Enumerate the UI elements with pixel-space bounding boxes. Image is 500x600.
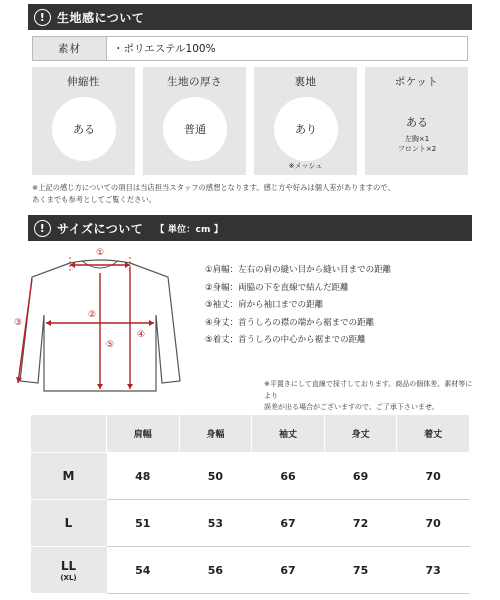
card-detail: フロント×2 [397,145,437,153]
column-header: 肩幅 [107,415,180,453]
card-lining [254,67,357,175]
size-table-corner [31,415,107,453]
size-table [30,414,470,594]
table-cell: 67 [252,500,325,547]
card-value-circle [379,99,455,169]
card-value-circle [163,97,227,161]
texture-section-header [28,4,472,30]
card-detail: 左胸×1 [404,135,430,143]
card-value-circle [52,97,116,161]
table-cell: 72 [324,500,397,547]
table-cell: 53 [179,500,252,547]
size-note [264,379,474,414]
card-title: ポケット [394,76,439,88]
column-header: 着丈 [397,415,470,453]
column-header: 身幅 [179,415,252,453]
table-row [31,453,470,500]
table-cell: 51 [107,500,180,547]
card-value: 普通 [184,123,206,136]
card-thickness [143,67,246,175]
table-cell: 70 [397,500,470,547]
card-value-circle [274,97,338,161]
texture-note-line: ※上記の感じ方についての項目は当店担当スタッフの感想となります。感じ方や好みは個人差がありますので、 [32,183,395,192]
card-value: ある [73,123,95,136]
material-row [32,36,468,61]
size-note-line: 誤差が出る場合がございますので、ご了承下さいませ。 [264,403,439,411]
table-cell: 66 [252,453,325,500]
card-note: ※メッシュ [288,162,323,170]
size-label [31,547,107,594]
texture-note-line: あくまでも参考としてご覧ください。 [32,195,157,204]
table-cell: 67 [252,547,325,594]
shirt-measurement-diagram [10,245,200,395]
marker-5: ⑤ [105,340,115,350]
column-header: 身丈 [324,415,397,453]
table-cell: 73 [397,547,470,594]
size-note-line: ※平置きにして直線で採寸しております。商品の個体差、素材等により [264,380,473,400]
card-title: 生地の厚さ [167,76,222,88]
texture-note [32,182,472,206]
measure-item: ①肩幅：左右の肩の縫い目から縫い目までの距離 [205,265,392,275]
table-cell: 70 [397,453,470,500]
marker-3: ③ [13,318,23,328]
card-title: 裏地 [294,76,317,88]
texture-section-title: 生地感について [57,10,145,25]
table-row [31,500,470,547]
marker-2: ② [87,310,97,320]
card-pocket [365,67,468,175]
exclamation-icon: ! [34,220,51,237]
table-cell: 69 [324,453,397,500]
measure-item: ④身丈：首うしろの襟の端から裾までの距離 [205,317,375,328]
card-title: 伸縮性 [67,76,100,88]
size-section-title: サイズについて [57,221,144,236]
table-cell: 56 [179,547,252,594]
exclamation-icon: ! [34,9,51,26]
table-cell: 50 [179,453,252,500]
size-label [31,500,107,547]
material-label: 素材 [33,37,107,60]
card-stretch [32,67,135,175]
table-cell: 48 [107,453,180,500]
column-header: 袖丈 [252,415,325,453]
size-alias: (XL) [60,573,77,582]
measure-item: ②身幅：両脇の下を直線で結んだ距離 [205,282,349,293]
size-label [31,453,107,500]
size-name: M [62,469,75,483]
measure-item: ⑤着丈：首うしろの中心から裾までの距離 [205,335,366,346]
size-section-header [28,215,472,241]
marker-4: ④ [136,330,146,340]
measure-item: ③袖丈：肩から袖口までの距離 [205,300,324,311]
table-row [31,547,470,594]
unit-label: 【 単位：cm 】 [155,224,224,235]
size-table-header-row [31,415,470,453]
card-value: ある [406,116,428,129]
marker-1: ① [95,248,105,258]
table-cell: 75 [324,547,397,594]
size-name: LL [60,558,77,573]
measurement-legend [205,262,391,350]
material-value: ・ポリエステル100% [113,43,216,55]
table-cell: 54 [107,547,180,594]
size-name: L [64,516,73,530]
card-value: あり [295,123,317,136]
